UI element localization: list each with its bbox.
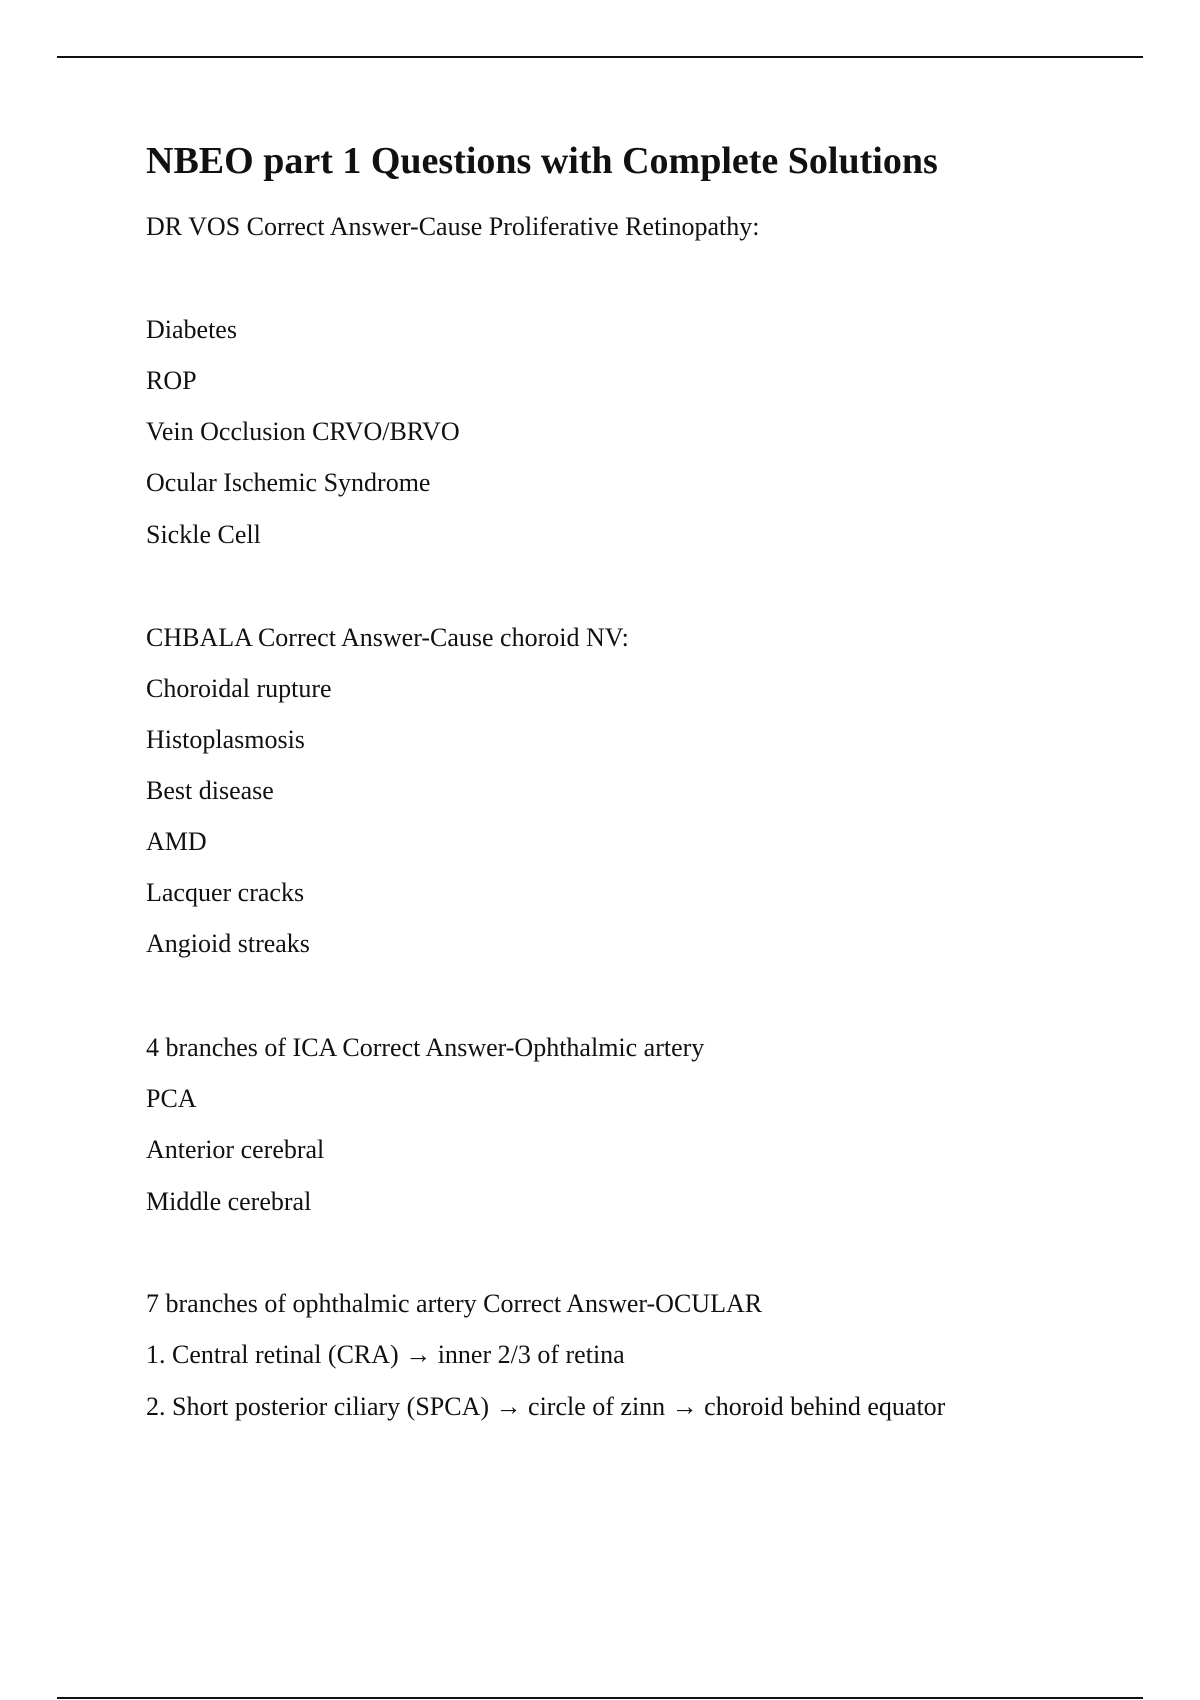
answer-item: Vein Occlusion CRVO/BRVO (146, 417, 460, 446)
answer-item: Histoplasmosis (146, 725, 305, 754)
answer-item: Middle cerebral (146, 1187, 312, 1216)
answer-item: ROP (146, 366, 197, 395)
answer-item: 1. Central retinal (CRA) → inner 2/3 of retina (146, 1340, 625, 1369)
answer-item: PCA (146, 1084, 197, 1113)
answer-item: Anterior cerebral (146, 1135, 325, 1164)
footer-rule (57, 1697, 1143, 1699)
answer-item: Ocular Ischemic Syndrome (146, 468, 431, 497)
question-4: 7 branches of ophthalmic artery Correct Answer-OCULAR (146, 1289, 763, 1318)
answer-item: AMD (146, 827, 207, 856)
answer-item: Sickle Cell (146, 520, 261, 549)
answer-item: Best disease (146, 776, 274, 805)
answer-item: Lacquer cracks (146, 878, 305, 907)
header-rule (57, 56, 1143, 58)
question-2: CHBALA Correct Answer-Cause choroid NV: (146, 623, 629, 652)
question-3: 4 branches of ICA Correct Answer-Ophthalmic artery (146, 1033, 705, 1062)
answer-item: Angioid streaks (146, 929, 310, 958)
answer-item: 2. Short posterior ciliary (SPCA) → circle of zinn → choroid behind equator (146, 1392, 946, 1421)
question-1: DR VOS Correct Answer-Cause Proliferative Retinopathy: (146, 212, 760, 241)
answer-item: Choroidal rupture (146, 674, 332, 703)
page-title: NBEO part 1 Questions with Complete Solutions (146, 140, 938, 182)
answer-item: Diabetes (146, 315, 237, 344)
